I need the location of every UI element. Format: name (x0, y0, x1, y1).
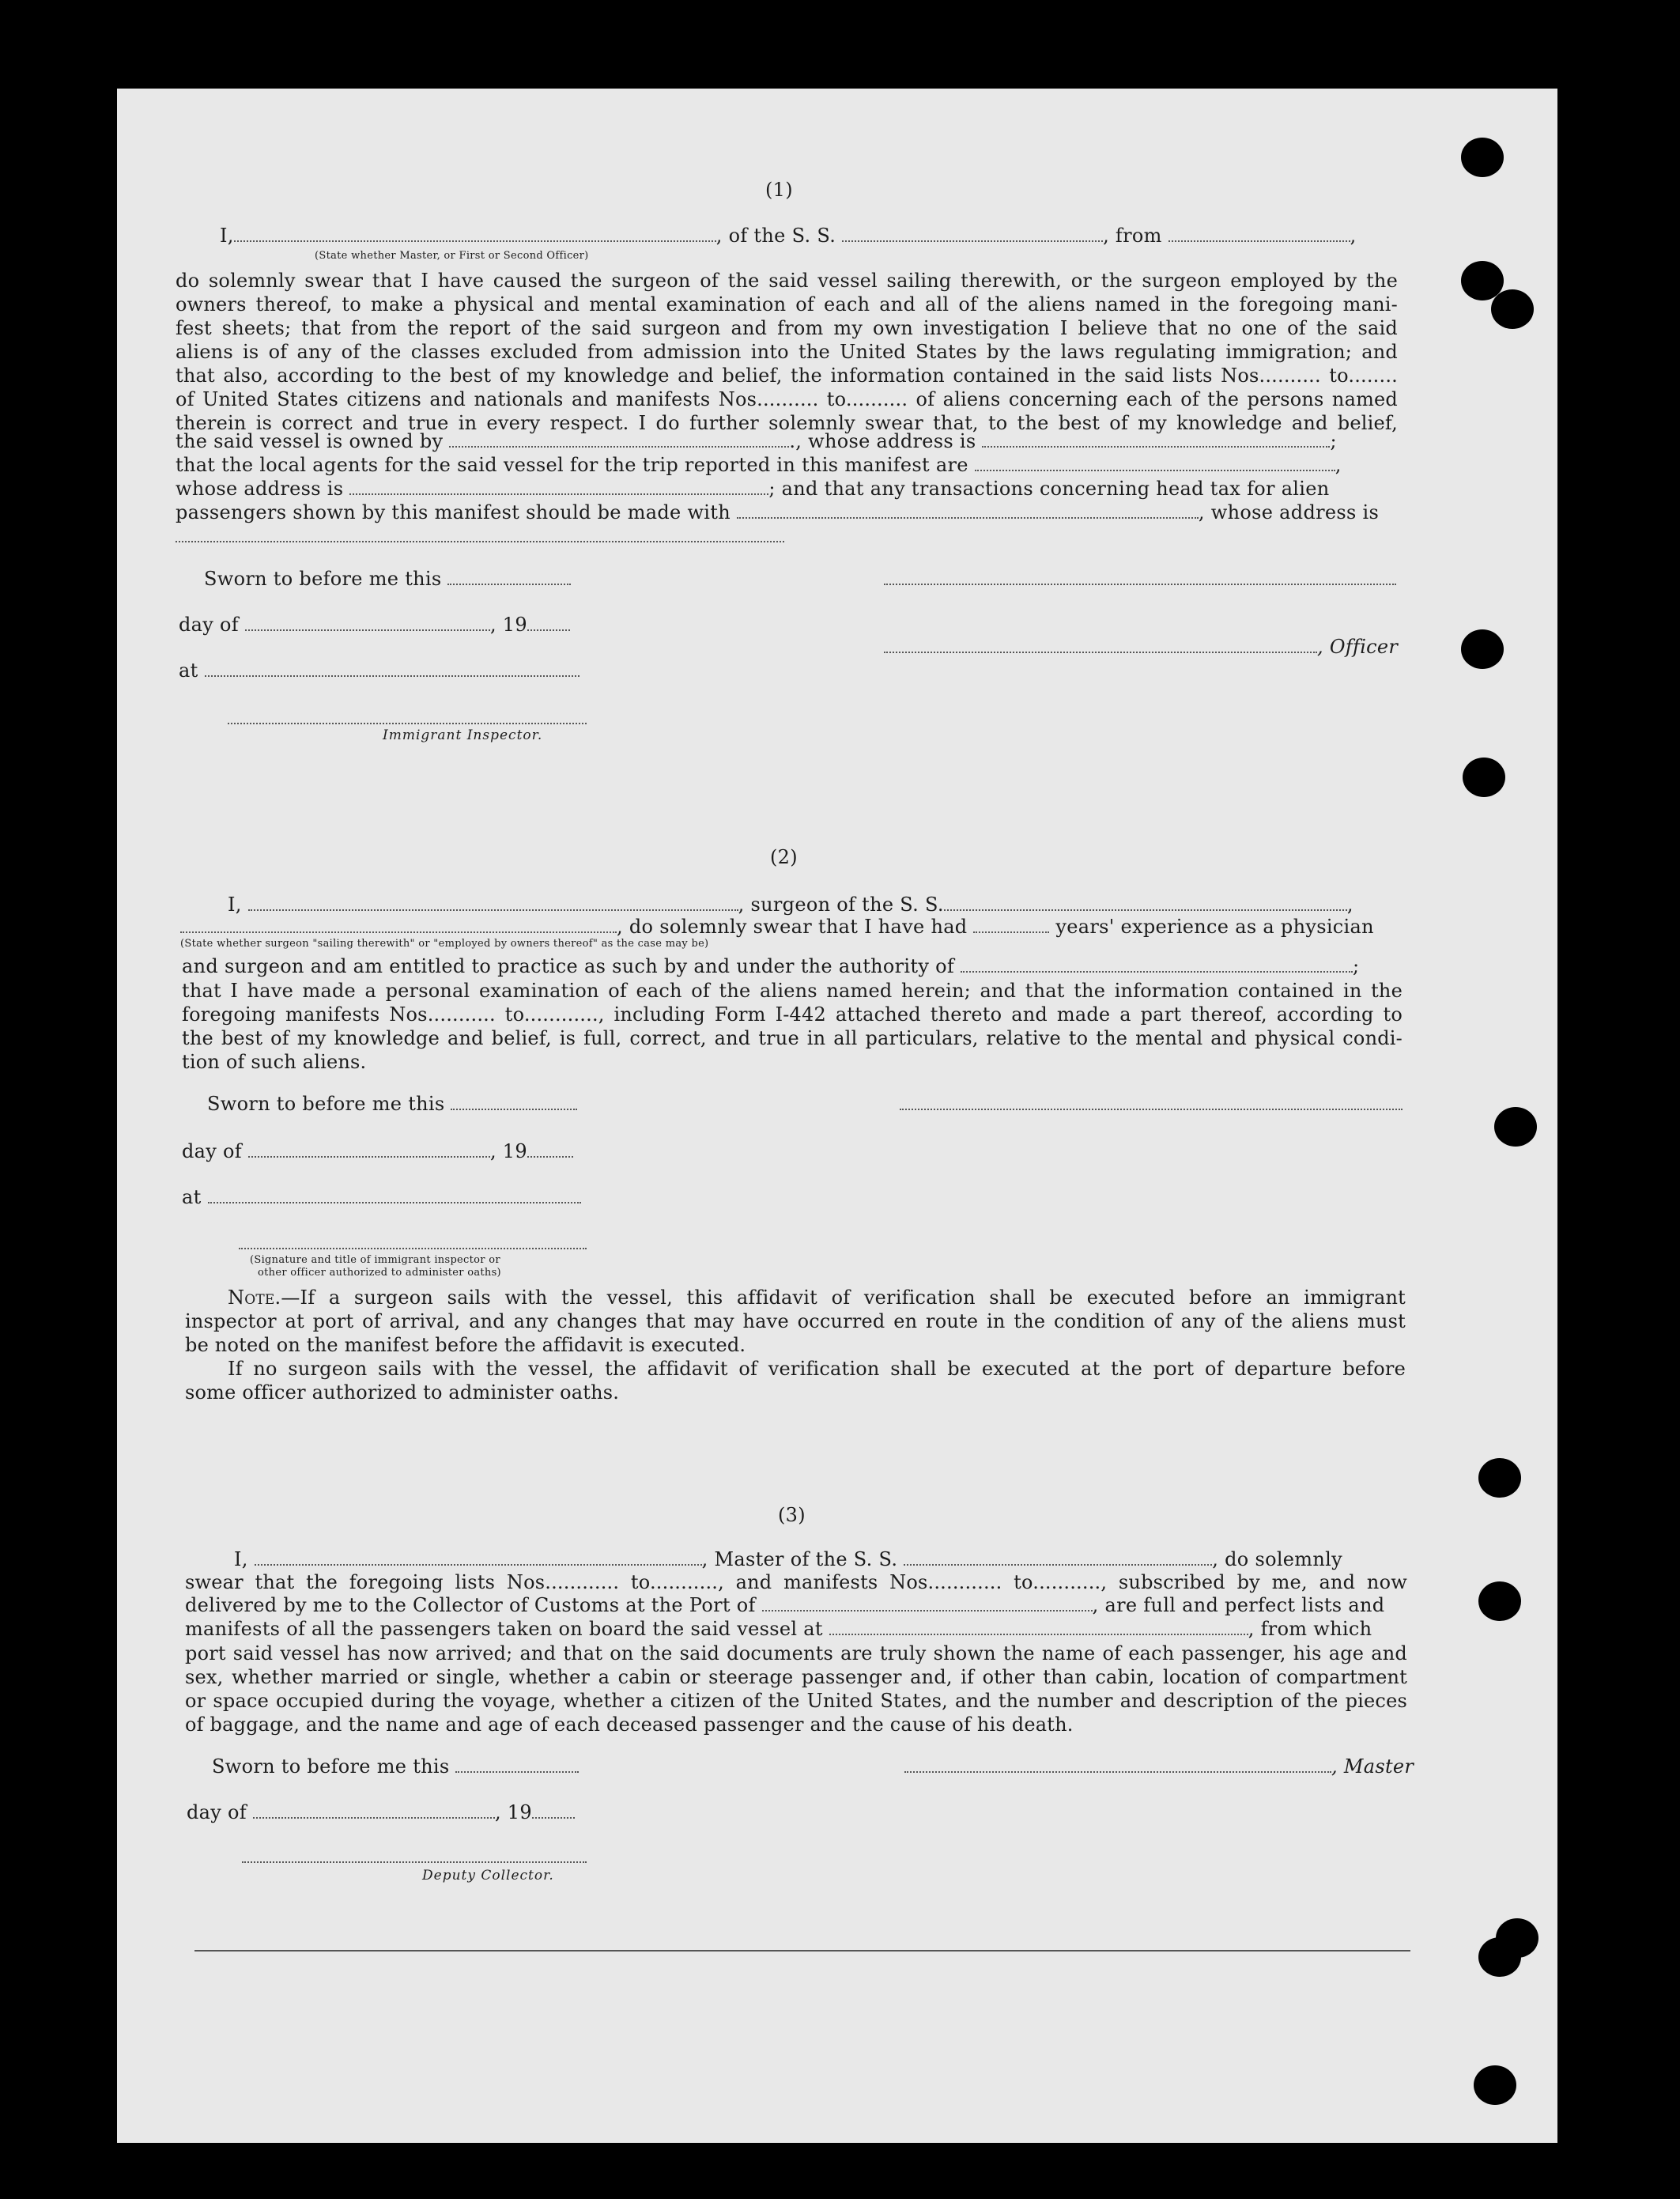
s3-line: of baggage, and the name and age of each deceased passenger and the cause of his death. (185, 1713, 1074, 1736)
boarding-port-field[interactable] (829, 1619, 1248, 1635)
place-field[interactable] (205, 661, 580, 677)
local-agents-field[interactable] (975, 455, 1335, 471)
s2-paragraph (182, 979, 1403, 1074)
s2-at-line (182, 1186, 581, 1208)
s2-surgeon-signature (900, 1093, 1403, 1115)
note-line: be noted on the manifest before the affidavit is executed. (185, 1334, 746, 1356)
s3-master-line (904, 1755, 1414, 1778)
punch-hole (1491, 289, 1534, 329)
s1-officer-line (884, 636, 1398, 658)
head-tax-text: ; and that any transactions concerning head tax for alien (768, 478, 1330, 500)
officer-label: , Officer (1317, 636, 1399, 658)
year-prefix: , 19 (489, 614, 527, 636)
port-field[interactable] (762, 1596, 1093, 1611)
punch-hole (1461, 138, 1504, 177)
punch-hole (1478, 1581, 1521, 1621)
s2-declarant-line: I, , surgeon of the S. S. , (228, 894, 1353, 916)
owned-by-label: the said vessel is owned by (176, 430, 444, 452)
s1-i: I, (220, 225, 234, 247)
local-agents-label: that the local agents for the said vessel for the trip reported in this manifest are (176, 454, 968, 476)
s2-state-hint: (State whether surgeon "sailing therewith" or "employed by owners thereof" as the case may be) (180, 938, 709, 950)
s1-line: do solemnly swear that I have caused the surgeon of the said vessel sailing therewith, or the surgeon employed by the (176, 270, 1398, 292)
s3-declarant-line (234, 1548, 1342, 1570)
punch-hole (1478, 1458, 1521, 1498)
s3-sworn-line (212, 1755, 579, 1778)
head-tax-party-field[interactable] (737, 503, 1199, 519)
s1-at-line (179, 659, 580, 682)
s2-swear-text: , do solemnly swear that I have had (617, 916, 968, 938)
s2-sworn-day-field[interactable] (451, 1094, 577, 1110)
s1-line: aliens is of any of the classes excluded from admission into the United States by the laws regulating immigration; and (176, 341, 1398, 363)
s2-note (185, 1286, 1406, 1404)
s1-owner-line (176, 430, 1337, 452)
s1-state-hint: (State whether Master, or First or Second Officer) (315, 250, 589, 262)
section-3-number: (3) (778, 1504, 806, 1526)
s3-collector-signature (242, 1846, 587, 1868)
day-of-label: day of (179, 614, 239, 636)
s2-inspector-signature (239, 1232, 587, 1254)
s2-line: foregoing manifests Nos........... to............, including Form I-442 attached thereto and made a part thereof, according to (182, 1003, 1403, 1026)
s1-address-line (176, 478, 1330, 500)
s1-of-ss-label: , of the S. S. (715, 225, 836, 247)
semicolon: ; (1330, 430, 1337, 452)
officer-signature-field-1[interactable] (884, 569, 1396, 585)
s1-from-label: , from (1103, 225, 1162, 247)
s3-paragraph (185, 1642, 1407, 1736)
year-prefix: , 19 (494, 1801, 532, 1823)
s3-year-field[interactable] (532, 1803, 575, 1819)
inspector-signature-field[interactable] (228, 708, 587, 724)
s1-agents-line: that the local agents for the said vessel for the trip reported in this manifest are , (176, 454, 1342, 476)
from-port-field[interactable] (1168, 226, 1350, 242)
s3-manifests-line (185, 1618, 1372, 1640)
s2-i: I, (228, 894, 242, 916)
surgeon-signature-field[interactable] (900, 1094, 1403, 1110)
s1-dayof-line (179, 614, 570, 636)
taken-on-board-label: manifests of all the passengers taken on board the said vessel at (185, 1618, 823, 1640)
s2-line: tion of such aliens. (182, 1051, 367, 1073)
section-1-number: (1) (765, 179, 793, 201)
sworn-label: Sworn to before me this (204, 568, 442, 590)
officer-name-field[interactable] (234, 226, 716, 242)
s1-declarant-line: I, , of the S. S. , from , (220, 225, 1357, 247)
note-label: Note. (228, 1287, 281, 1309)
vessel-name-field[interactable] (842, 226, 1103, 242)
s1-line: that also, according to the best of my knowledge and belief, the information contained in the said lists Nos.......... to........ (176, 365, 1398, 387)
s3-line: or space occupied during the voyage, whether a citizen of the United States, and the number and description of the pieces (185, 1690, 1407, 1712)
s2-year-field[interactable] (527, 1142, 573, 1158)
whose-address-is-label: whose address is (176, 478, 344, 500)
semicolon: ; (1353, 955, 1360, 977)
surgeon-name-field[interactable] (248, 895, 738, 911)
note-line-1 (185, 1286, 1406, 1309)
note-text: —If a surgeon sails with the vessel, this affidavit of verification shall be executed before an immigrant (281, 1287, 1406, 1309)
s2-vessel-field[interactable] (944, 895, 1347, 911)
day-of-label: day of (182, 1140, 242, 1162)
s3-line: port said vessel has now arrived; and that on the said documents are truly shown the name of each passenger, his age and (185, 1642, 1407, 1664)
surgeon-status-field[interactable] (180, 917, 617, 933)
s3-dayof-line (187, 1801, 575, 1823)
sworn-label: Sworn to before me this (212, 1755, 450, 1778)
year-prefix: , 19 (489, 1140, 527, 1162)
s1-passengers-line (176, 501, 1379, 523)
form-page (117, 89, 1557, 2143)
s1-line: owners thereof, to make a physical and mental examination of each and all of the aliens named in the foregoing mani- (176, 293, 1398, 315)
master-of-label: , Master of the S. S. (701, 1548, 898, 1570)
s1-line: fest sheets; that from the report of the said surgeon and from my own investigation I believe that no one of the said (176, 317, 1398, 339)
year-field[interactable] (527, 615, 570, 631)
collector-signature-field[interactable] (242, 1847, 587, 1863)
s1-address-continued (176, 525, 784, 547)
s2-swear-line (180, 916, 1374, 938)
punch-hole (1494, 1107, 1537, 1147)
made-with-label: passengers shown by this manifest should be made with (176, 501, 731, 523)
s3-lists-line: swear that the foregoing lists Nos............ to..........., and manifests Nos............ to..........., subscribed by me, and now (185, 1571, 1407, 1593)
master-signature-field[interactable] (904, 1757, 1331, 1773)
from-which-label: , from which (1248, 1618, 1372, 1640)
years-label: years' experience as a physician (1055, 916, 1374, 938)
s2-inspector-signature-field[interactable] (239, 1234, 587, 1249)
surgeon-of-label: , surgeon of the S. S. (738, 894, 944, 916)
s3-i: I, (234, 1548, 248, 1570)
s1-sworn-line (204, 568, 571, 590)
owner-address-field[interactable] (982, 432, 1330, 448)
head-tax-address-field[interactable] (176, 527, 784, 542)
s1-line: therein is correct and true in every respect. I do further solemnly swear that, to the best of my knowledge and belief, (176, 412, 1398, 434)
collector-port-label: delivered by me to the Collector of Customs at the Port of (185, 1594, 756, 1616)
at-label: at (179, 659, 198, 682)
month-field[interactable] (245, 615, 490, 631)
s2-line: the best of my knowledge and belief, is full, correct, and true in all particulars, relative to the mental and physical condi- (182, 1027, 1403, 1049)
s3-sworn-day-field[interactable] (455, 1757, 579, 1773)
note-line: inspector at port of arrival, and any changes that may have occurred en route in the condition of any of the aliens must (185, 1310, 1406, 1332)
bottom-rule (194, 1950, 1410, 1952)
whose-address-is-end: , whose address is (1198, 501, 1380, 523)
s2-month-field[interactable] (248, 1142, 490, 1158)
authority-label: and surgeon and am entitled to practice as such by and under the authority of (182, 955, 955, 977)
note-line: If no surgeon sails with the vessel, the affidavit of verification shall be executed at the port of departure before (228, 1358, 1406, 1380)
s2-sworn-line (207, 1093, 577, 1115)
s1-line: of United States citizens and nationals and manifests Nos.......... to.......... of aliens concerning each of the persons named (176, 388, 1398, 410)
master-name-field[interactable] (255, 1550, 702, 1566)
s2-place-field[interactable] (208, 1188, 581, 1203)
note-line: some officer authorized to administer oaths. (185, 1381, 620, 1404)
s1-inspector-label: Immigrant Inspector. (383, 727, 543, 743)
s3-line: sex, whether married or single, whether a cabin or steerage passenger and, if other than cabin, location of compartment (185, 1666, 1407, 1688)
s3-collector-label: Deputy Collector. (422, 1868, 554, 1884)
perfect-lists-label: , are full and perfect lists and (1092, 1594, 1385, 1616)
authority-field[interactable] (961, 957, 1353, 973)
s3-month-field[interactable] (253, 1803, 495, 1819)
agents-address-field[interactable] (349, 479, 768, 495)
punch-hole (1474, 2065, 1516, 2105)
whose-address-label: ., whose address is (789, 430, 976, 452)
owner-field[interactable] (449, 432, 789, 448)
sworn-label: Sworn to before me this (207, 1093, 445, 1115)
punch-hole (1496, 1918, 1538, 1958)
s2-dayof-line (182, 1140, 573, 1162)
s2-authority-line (182, 955, 1359, 977)
s2-line: that I have made a personal examination of each of the aliens named herein; and that the information contained in the (182, 980, 1403, 1002)
years-field[interactable] (973, 917, 1049, 933)
punch-hole (1463, 758, 1505, 797)
master-label: , Master (1331, 1755, 1414, 1778)
s1-paragraph (176, 269, 1398, 435)
s1-inspector-signature (228, 707, 587, 729)
punch-hole (1461, 629, 1504, 669)
sworn-day-field[interactable] (447, 569, 571, 585)
at-label: at (182, 1186, 202, 1208)
section-2-number: (2) (770, 846, 798, 868)
s3-collector-line (185, 1594, 1384, 1616)
s2-sig-hint-1: (Signature and title of immigrant inspector or (250, 1254, 500, 1266)
s2-sig-hint-2: other officer authorized to administer oaths) (258, 1267, 501, 1279)
do-solemnly-label: , do solemnly (1212, 1548, 1342, 1570)
day-of-label: day of (187, 1801, 247, 1823)
s3-vessel-field[interactable] (904, 1550, 1212, 1566)
officer-signature-field-2[interactable] (884, 637, 1317, 653)
s1-officer-signature-line (884, 568, 1396, 590)
